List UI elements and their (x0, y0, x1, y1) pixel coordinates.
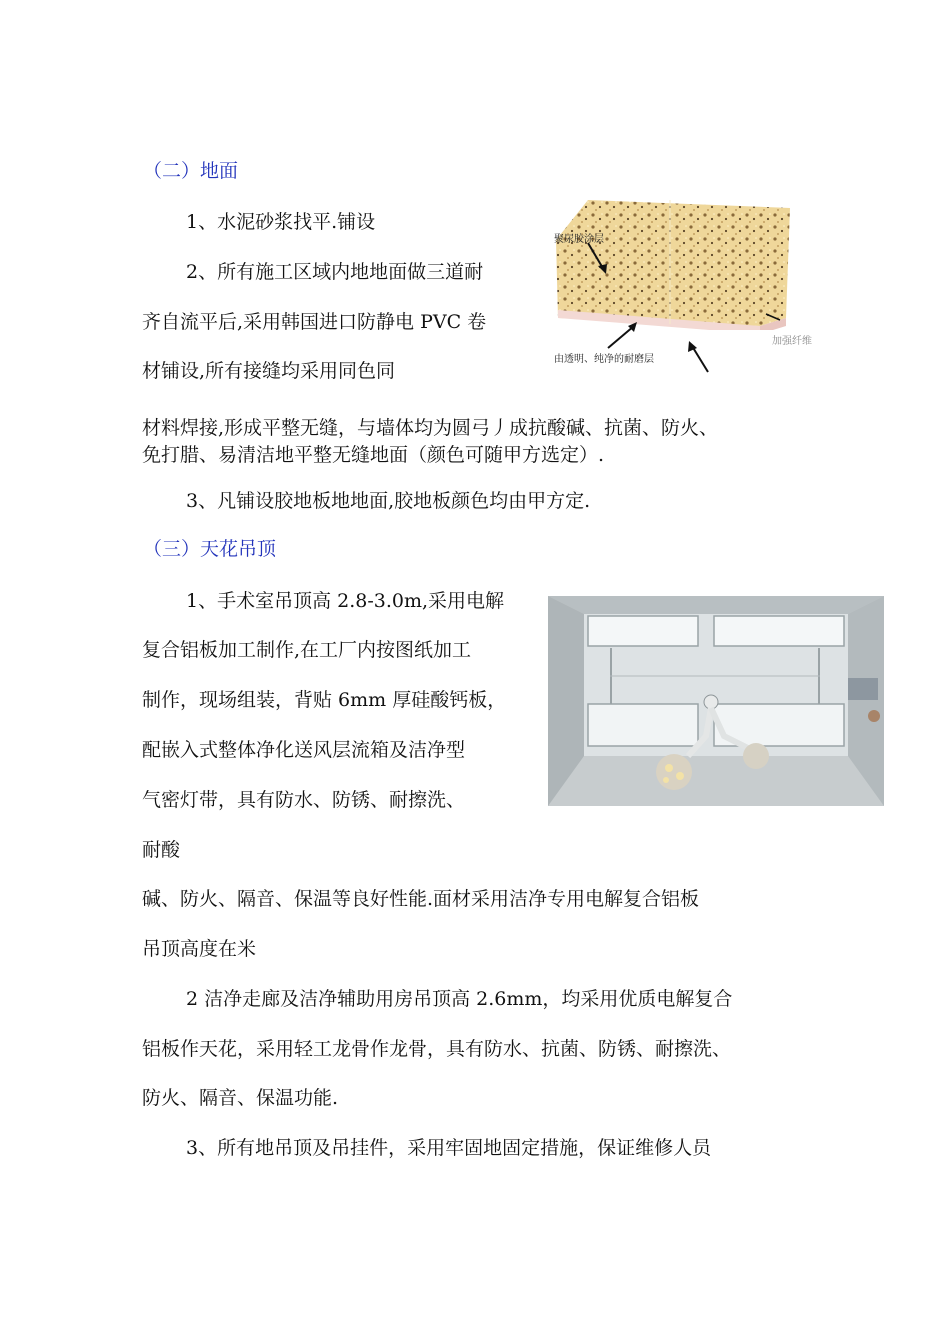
section-heading-floor: （二）地面 (143, 160, 239, 182)
ceiling-paragraph-2-line-2: 铝板作天花，采用轻工龙骨作龙骨，具有防水、抗菌、防锈、耐擦洗、 (142, 1038, 732, 1060)
ceiling-paragraph-1-line-3: 制作，现场组装，背贴 6mm 厚硅酸钙板， (142, 689, 507, 711)
figure-label-wear-layer: 由透明、纯净的耐磨层 (554, 354, 654, 365)
floor-paragraph-2-line-5: 免打腊、易清洁地平整无缝地面（颜色可随甲方选定）. (142, 444, 605, 466)
ceiling-paragraph-3: 3、所有地吊顶及吊挂件，采用牢固地固定措施，保证维修人员 (186, 1137, 712, 1159)
figure-label-fiber: 加强纤维 (772, 336, 812, 347)
pvc-floor-diagram (548, 200, 818, 378)
floor-paragraph-1: 1、水泥砂浆找平.铺设 (186, 211, 376, 233)
ceiling-paragraph-1-line-7: 碱、防火、隔音、保温等良好性能.面材采用洁净专用电解复合铝板 (142, 888, 700, 910)
ceiling-paragraph-1-line-4: 配嵌入式整体净化送风层流箱及洁净型 (142, 739, 466, 761)
ceiling-paragraph-2-line-3: 防火、隔音、保温功能. (142, 1087, 339, 1109)
floor-paragraph-2-line-3: 材铺设,所有接缝均采用同色同 (142, 360, 396, 382)
floor-paragraph-2-line-4: 材料焊接,形成平整无缝，与墙体均为圆弓丿成抗酸碱、抗菌、防火、 (142, 417, 719, 439)
ceiling-paragraph-1-line-5: 气密灯带，具有防水、防锈、耐擦洗、 (142, 789, 466, 811)
ceiling-paragraph-1-line-1: 1、手术室吊顶高 2.8-3.0m,采用电解 (186, 590, 505, 612)
operating-room-ceiling-photo (548, 596, 884, 806)
operating-room-ceiling-illustration (548, 596, 884, 806)
ceiling-paragraph-2-line-1: 2 洁净走廊及洁净辅助用房吊顶高 2.6mm，均采用优质电解复合 (186, 988, 733, 1010)
figure-label-coating: 聚尿胶涂层 (554, 234, 604, 245)
section-heading-ceiling: （三）天花吊顶 (143, 538, 277, 560)
ceiling-paragraph-1-line-2: 复合铝板加工制作,在工厂内按图纸加工 (142, 639, 472, 661)
floor-paragraph-2-line-1: 2、所有施工区域内地地面做三道耐 (186, 261, 484, 283)
floor-paragraph-2-line-2: 齐自流平后,采用韩国进口防静电 PVC 卷 (142, 311, 487, 333)
ceiling-paragraph-1-line-6: 耐酸 (142, 839, 181, 861)
ceiling-paragraph-1-line-8: 吊顶高度在米 (142, 938, 257, 960)
floor-paragraph-3: 3、凡铺设胶地板地地面,胶地板颜色均由甲方定. (186, 490, 591, 512)
